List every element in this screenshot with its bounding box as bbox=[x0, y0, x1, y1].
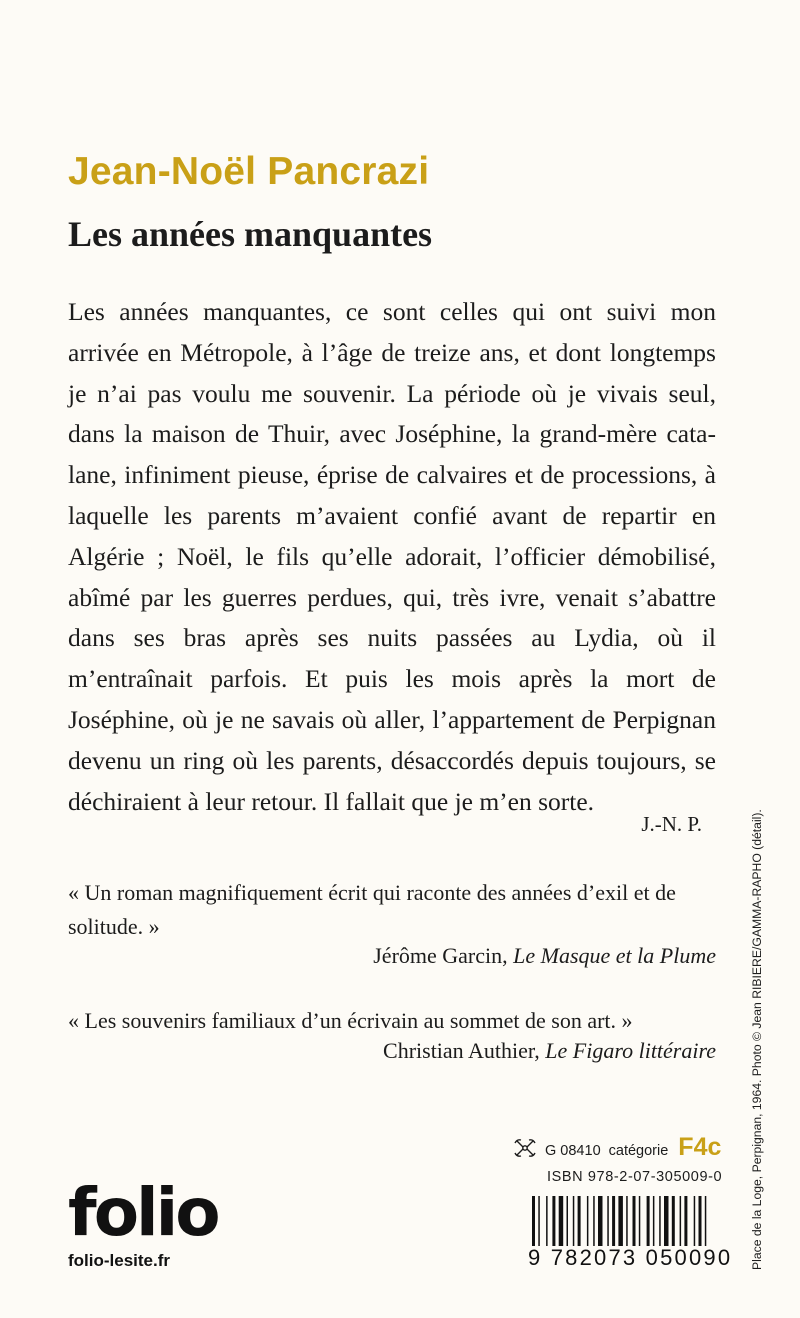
category-label: catégorie bbox=[608, 1143, 669, 1159]
press-quote-1: « Un roman magnifiquement écrit qui raconte des années d’exil et de solitude. » bbox=[68, 880, 676, 939]
book-title: Les années manquantes bbox=[68, 214, 433, 254]
press-source: Le Masque et la Plume bbox=[513, 943, 716, 968]
author-name: Jean-Noël Pancrazi bbox=[68, 150, 430, 193]
publisher-website: folio-lesite.fr bbox=[68, 1251, 171, 1270]
gallimard-emblem-icon bbox=[513, 1137, 537, 1159]
press-quote-2: « Les souvenirs familiaux d’un écrivain au sommet de son art. » bbox=[68, 1008, 633, 1033]
catalog-code: G 08410 bbox=[545, 1143, 601, 1159]
barcode-digits: 9 782073 050090 bbox=[528, 1245, 733, 1270]
critic-name: Jérôme Garcin, bbox=[373, 943, 508, 968]
barcode-bars bbox=[528, 1196, 714, 1246]
isbn: ISBN 978-2-07-305009-0 bbox=[547, 1169, 723, 1185]
photo-credit: Place de la Loge, Perpignan, 1964. Photo © Jean RIBIERE/GAMMA-RAPHO (détail). bbox=[750, 809, 764, 1270]
critic-name: Christian Authier, bbox=[383, 1038, 540, 1063]
press-source: Le Figaro littéraire bbox=[545, 1038, 716, 1063]
category-code: F4c bbox=[678, 1133, 722, 1161]
press-attribution-1 bbox=[373, 943, 716, 969]
press-attribution-2 bbox=[383, 1038, 716, 1064]
author-signature: J.-N. P. bbox=[641, 812, 702, 836]
publisher-logo: folio bbox=[68, 1174, 218, 1251]
back-cover-blurb: Les années manquantes, ce sont celles qui ont suivi mon arrivée en Métropole, à l’âge de treize ans, et dont longtemps je n’ai pas voulu me souvenir. La période où je vivais seul, dans la maison de Thuir, avec Joséphine, la grand-mère catalane, infiniment pieuse, éprise de calvaires et de processions, à laquelle les parents m’avaient confié avant de repartir en Algérie ; Noël, le fils qu’elle adorait, l’officier démobilisé, abîmé par les guerres perdues, qui, très ivre, venait s’abattre dans ses bras après ses nuits passées au Lydia, où il m’entraînait parfois. Et puis les mois après la mort de Joséphine, où je ne savais où aller, l’appartement de Perpignan devenu un ring où les parents, désaccordés depuis toujours, se déchiraient à leur retour. Il fallait que je m’en sorte. bbox=[68, 297, 716, 816]
catalog-code-line bbox=[513, 1133, 721, 1162]
